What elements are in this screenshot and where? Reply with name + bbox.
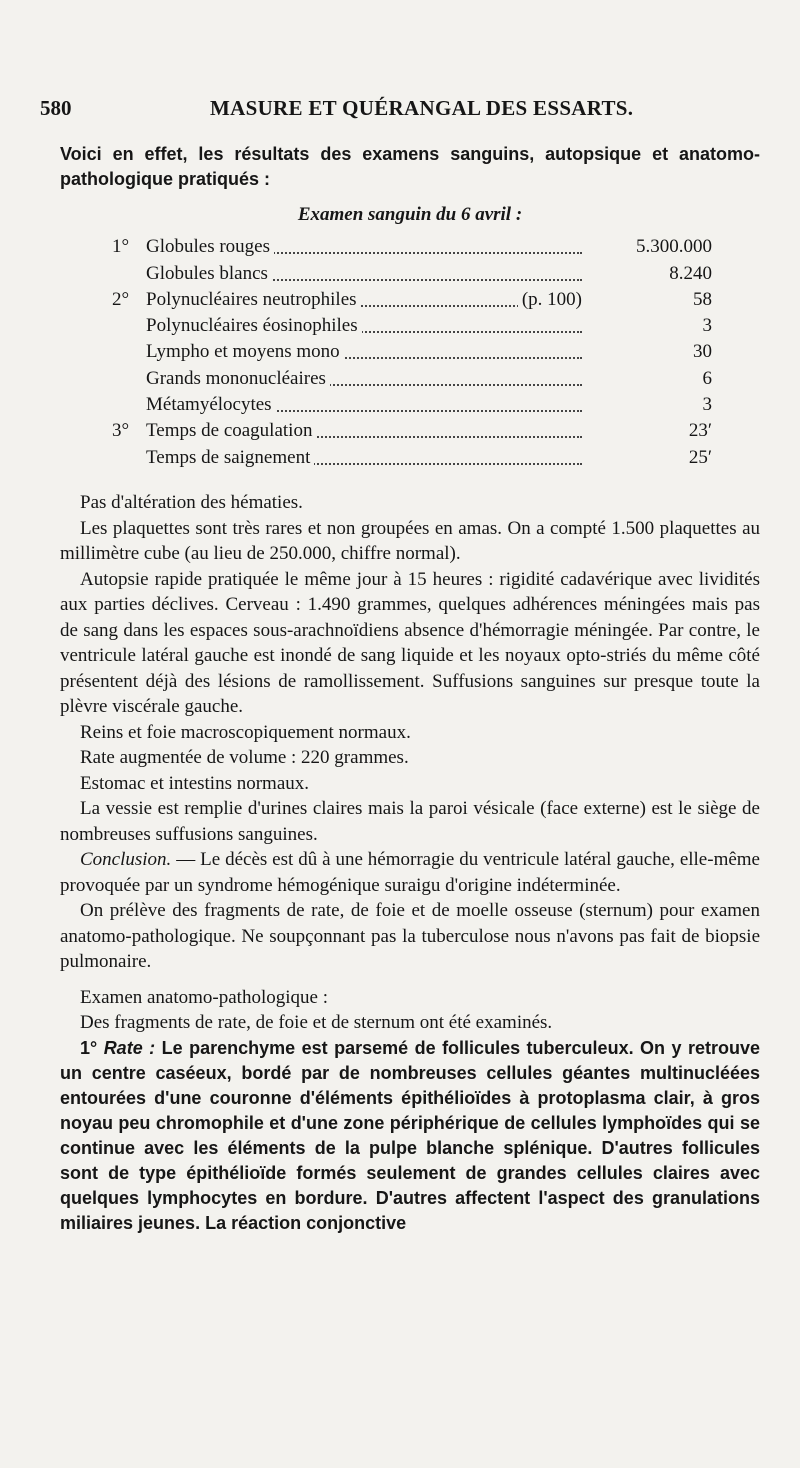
blood-row xyxy=(112,232,712,258)
blood-row xyxy=(112,363,712,389)
blood-row xyxy=(112,337,712,363)
blood-row-label-cell xyxy=(146,416,582,442)
blood-row-number: 1° xyxy=(112,236,130,258)
blood-row-number xyxy=(112,442,146,468)
blood-row xyxy=(112,416,712,442)
body-text xyxy=(60,490,760,1236)
paragraph-plaquettes: Les plaquettes sont très rares et non groupées en amas. On a compté 1.500 plaquettes au millimètre cube (au lieu de 250.000, chiffre normal). xyxy=(60,517,760,564)
anat-intro: Des fragments de rate, de foie et de sternum ont été examinés. xyxy=(80,1012,553,1033)
blood-row-value: 30 xyxy=(693,341,712,363)
blood-row-label: Polynucléaires neutrophiles xyxy=(146,289,361,310)
blood-row-number: 3° xyxy=(112,420,130,442)
blood-row-value: 23′ xyxy=(688,420,712,442)
intro-paragraph: Voici en effet, les résultats des examens sanguins, autopsique et anatomo-pathologique pratiqués : xyxy=(60,144,760,189)
blood-row-label-cell xyxy=(146,390,582,416)
blood-row-label: Grands mononucléaires xyxy=(146,368,330,389)
blood-row-label-cell xyxy=(146,337,582,363)
paragraph-vessie: La vessie est remplie d'urines claires mais la paroi vésicale (face externe) est le siège de nombreuses suffusions sanguines. xyxy=(60,798,760,845)
blood-row-label-cell xyxy=(146,258,582,284)
blood-row-label: Temps de saignement xyxy=(146,447,314,468)
blood-row-value: 6 xyxy=(702,367,712,389)
rate-text: Le parenchyme est parsemé de follicules tuberculeux. On y retrouve un centre caséeux, bordé par de nombreuses cellules géantes multinucléées entourées d'une couronne d'éléments épithélioïdes à protoplasma clair, à gros noyau peu chromophile et d'une zone périphérique de cellules lymphoïdes qui se continue avec les éléments de la pulpe blanche splénique. D'autres follicules sont de type épithélioïde formés seulement de grandes cellules claires avec quelques lymphocytes en bordure. D'autres affectent l'aspect des granulations miliaires jeunes. La réaction conjonctive xyxy=(60,1037,760,1233)
blood-row-unit: (p. 100) xyxy=(518,289,582,311)
paragraph-rate-volume: Rate augmentée de volume : 220 grammes. xyxy=(80,747,409,768)
blood-row-label-cell xyxy=(146,442,582,468)
rate-label: Rate : xyxy=(103,1037,156,1058)
blood-row-value: 25′ xyxy=(688,446,712,468)
paragraph-prelevement: On prélève des fragments de rate, de foie et de moelle osseuse (sternum) pour examen anatomo-pathologique. Ne soupçonnant pas la tuberculose nous n'avons pas fait de biopsie pulmonaire. xyxy=(60,900,760,972)
blood-row-label-cell xyxy=(146,232,582,258)
conclusion-text: — Le décès est dû à une hémorragie du ventricule latéral gauche, elle-même provoquée par un syndrome hémogénique suraigu d'origine indéterminée. xyxy=(60,849,760,896)
blood-row-number xyxy=(112,337,146,363)
paragraph-autopsie: Autopsie rapide pratiquée le même jour à 15 heures : rigidité cadavérique avec lividités aux parties déclives. Cerveau : 1.490 grammes, quelques adhérences méningées mais pas de sang dans les espaces sous-arachnoïdiens absence d'hémorragie méningée. Par contre, le ventricule latéral gauche est inondé de sang liquide et les noyaux opto-striés du même côté présentent déjà des lésions de ramollissement. Suffusions sanguines sur presque toute la plèvre viscérale gauche. xyxy=(60,568,760,717)
paragraph-rate-exam xyxy=(60,1036,760,1236)
intro-block xyxy=(60,142,760,469)
blood-row-label: Globules blancs xyxy=(146,263,272,284)
blood-row-number xyxy=(112,311,146,337)
blood-row-label: Polynucléaires éosinophiles xyxy=(146,315,362,336)
blood-row-value: 58 xyxy=(693,288,712,310)
blood-row-label: Métamyélocytes xyxy=(146,394,276,415)
blood-row-number: 2° xyxy=(112,288,130,310)
blood-row-number xyxy=(112,363,146,389)
paragraph-hematies: Pas d'altération des hématies. xyxy=(80,492,303,513)
blood-row-label: Lympho et moyens mono xyxy=(146,341,344,362)
anat-title: Examen anatomo-pathologique : xyxy=(80,986,328,1008)
blood-row-number xyxy=(112,258,146,284)
page-header xyxy=(40,92,760,128)
blood-row-number xyxy=(112,390,146,416)
blood-row-label-cell xyxy=(146,285,582,311)
exam-caption: Examen sanguin du 6 avril : xyxy=(297,204,523,225)
running-title: MASURE ET QUÉRANGAL DES ESSARTS. xyxy=(210,96,634,120)
rate-num: 1° xyxy=(80,1037,98,1058)
blood-row-value: 5.300.000 xyxy=(636,236,712,258)
blood-row-label-cell xyxy=(146,311,582,337)
blood-row-value: 3 xyxy=(702,394,712,416)
blood-row-value: 3 xyxy=(702,315,712,337)
page-number: 580 xyxy=(40,96,72,120)
blood-row-label-cell xyxy=(146,363,582,389)
blood-row xyxy=(112,258,712,284)
blood-row-value: 8.240 xyxy=(669,262,712,284)
blood-row xyxy=(112,311,712,337)
paragraph-conclusion xyxy=(60,847,760,898)
blood-results-table xyxy=(112,232,712,469)
blood-row xyxy=(112,442,712,468)
paragraph-reins: Reins et foie macroscopiquement normaux. xyxy=(80,721,411,743)
blood-row xyxy=(112,390,712,416)
conclusion-label: Conclusion. xyxy=(80,849,172,870)
blood-row-label: Temps de coagulation xyxy=(146,420,316,441)
paragraph-estomac: Estomac et intestins normaux. xyxy=(80,772,310,794)
blood-row xyxy=(112,285,712,311)
blood-row-label: Globules rouges xyxy=(146,236,274,257)
